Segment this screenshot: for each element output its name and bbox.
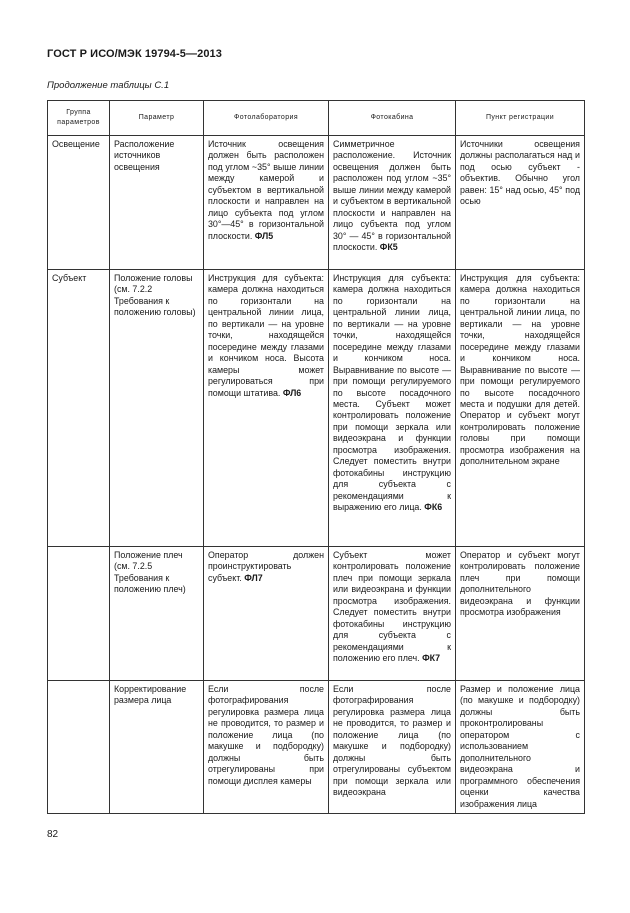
photolab-code: ФЛ7: [244, 572, 263, 583]
photobooth-cell: [329, 547, 456, 681]
col-header-photobooth: Фотокабина: [329, 101, 456, 136]
parameter-cell: Положение плеч (см. 7.2.5 Требования к положению плеч): [110, 547, 204, 681]
registration-cell: Оператор и субъект могут контролировать положение плеч при помощи дополнительного видеоэкрана и функции просмотра изображения: [456, 547, 585, 681]
registration-cell: Инструкция для субъекта: камера должна находиться по горизонтали на центральной линии лица, по вертикали — на уровне точки, находящейся посередине между глазами и кончиком носа. Выравнивание по высоте — при помощи регулируемого по высоте посадочного места и подушки для детей. Оператор и субъект могут контролировать положение головы при помощи просмотра изображения на дополнительном экране: [456, 270, 585, 547]
registration-cell: Источники освещения должны располагаться над и под осью субъект - объектив. Обычно угол равен: 15° над осью, 45° под осью: [456, 136, 585, 270]
photobooth-text: Симметричное расположение. Источник освещения должен быть расположен под углом ~35° выше линии между камерой и субъектом в вертикальной плоскости и направлен на лицо субъекта под углом 30° — 45° в горизонтальной плоскости.: [333, 139, 451, 253]
photolab-code: ФЛ5: [254, 230, 274, 241]
photobooth-cell: [329, 681, 456, 814]
table-header-row: [48, 101, 585, 136]
table-row: [48, 136, 585, 270]
photolab-text: Если после фотографирования регулировка размера лица не проводится, то размер и положение лица (по макушке и подбородку) должны быть отрегулированы при помощи дисплея камеры: [208, 684, 324, 786]
table-row: [48, 547, 585, 681]
photolab-text: Источник освещения должен быть расположен под углом ~35° выше линии между камерой и субъектом в вертикальной плоскости и направлен на лицо субъекта под углом 30°—45° в горизонтальной плоскости.: [208, 139, 324, 241]
photolab-text: Оператор должен проинструктировать субъект.: [208, 550, 324, 583]
col-header-registration: Пункт регистрации: [456, 101, 585, 136]
col-header-group: Группа параметров: [48, 101, 110, 136]
photolab-cell: [204, 547, 329, 681]
photobooth-cell: [329, 136, 456, 270]
parameter-cell: Расположение источников освещения: [110, 136, 204, 270]
photolab-cell: [204, 136, 329, 270]
group-cell: [48, 681, 110, 814]
photobooth-text: Инструкция для субъекта: камера должна находиться по горизонтали на центральной линии лица, по вертикали — на уровне точки, находящейся посередине между глазами и кончиком носа. Выравнивание по высоте — при помощи регулируемого по высоте посадочного места. Субъект может контролировать положение при помощи зеркала или видеоэкрана и функции просмотра изображения. Следует поместить внутри фотокабины инструкцию для субъекта с рекомендациями к выражению его лица.: [333, 273, 451, 513]
photobooth-code: ФК5: [379, 242, 398, 253]
page-number: 82: [47, 829, 59, 840]
photolab-cell: [204, 681, 329, 814]
photolab-text: Инструкция для субъекта: камера должна находиться по горизонтали на центральной линии лица, по вертикали — на уровне точки, находящейся посередине между глазами и кончиком носа. Высота камеры может регулироваться при помощи штатива.: [208, 273, 324, 398]
col-header-photolab: Фотолаборатория: [204, 101, 329, 136]
photobooth-text: Субъект может контролировать положение плеч при помощи зеркала или видеоэкрана и функции просмотра изображения. Следует поместить внутри фотокабины инструкцию для субъекта с рекомендациями к положению его плеч.: [333, 550, 451, 664]
table-row: [48, 681, 585, 814]
photobooth-code: ФК6: [424, 502, 443, 513]
photobooth-text: Если после фотографирования регулировка размера лица не проводится, то размер и положение лица (по макушке и подбородку) должны быть отрегулированы субъектом при помощи зеркала или видеоэкрана: [333, 684, 451, 798]
registration-cell: Размер и положение лица (по макушке и подбородку) должны быть проконтролированы оператором с использованием дополнительного видеоэкрана и программного обеспечения оценки качества изображения лица: [456, 681, 585, 814]
group-cell: Освещение: [48, 136, 110, 270]
group-cell: [48, 547, 110, 681]
parameter-cell: Корректирование размера лица: [110, 681, 204, 814]
col-header-parameter: Параметр: [110, 101, 204, 136]
parameters-table: [47, 100, 585, 814]
parameter-cell: Положение головы (см. 7.2.2 Требования к положению головы): [110, 270, 204, 547]
photobooth-code: ФК7: [422, 653, 441, 664]
group-cell: Субъект: [48, 270, 110, 547]
photobooth-cell: [329, 270, 456, 547]
document-title: ГОСТ Р ИСО/МЭК 19794-5—2013: [47, 48, 222, 60]
table-row: [48, 270, 585, 547]
photolab-code: ФЛ6: [282, 387, 302, 398]
photolab-cell: [204, 270, 329, 547]
table-continuation-caption: Продолжение таблицы С.1: [47, 80, 170, 91]
